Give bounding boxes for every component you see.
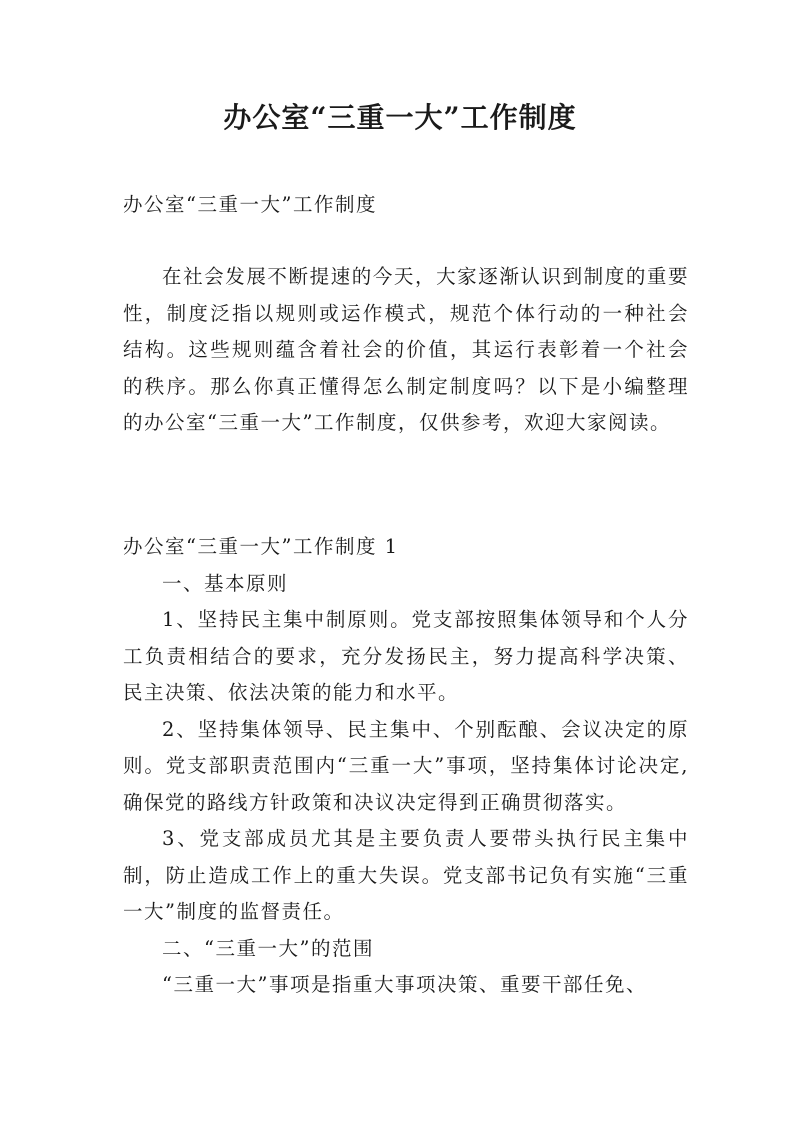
heading-basic-principles: 一、基本原则 [162, 571, 289, 595]
section-title: 办公室“三重一大”工作制度 1 [123, 535, 399, 558]
scope-paragraph: “三重一大”事项是指重大事项决策、重要干部任免、 [162, 973, 647, 996]
principle-3: 3、党支部成员尤其是主要负责人要带头执行民主集中制，防止造成工作上的重大失误。党支部书记负有实施“三重一大”制度的监督责任。 [123, 827, 689, 923]
section-1 [123, 529, 689, 1004]
document-subtitle: 办公室“三重一大”工作制度 [123, 193, 377, 216]
principle-1: 1、坚持民主集中制原则。党支部按照集体领导和个人分工负责相结合的要求，充分发扬民主，努力提高科学决策、民主决策、依法决策的能力和水平。 [123, 608, 689, 704]
intro-paragraph: 在社会发展不断提速的今天，大家逐渐认识到制度的重要性，制度泛指以规则或运作模式，规范个体行动的一种社会结构。这些规则蕴含着社会的价值，其运行表彰着一个社会的秩序。那么你真正懂得怎么制定制度吗？以下是小编整理的办公室“三重一大”工作制度，仅供参考，欢迎大家阅读。 [123, 265, 689, 434]
document-title: 办公室“三重一大”工作制度 [223, 101, 577, 134]
principle-2: 2、坚持集体领导、民主集中、个别酝酿、会议决定的原则。党支部职责范围内“三重一大”事项，坚持集体讨论决定,确保党的路线方针政策和决议决定得到正确贯彻落实。 [123, 717, 689, 814]
heading-scope: 二、“三重一大”的范围 [162, 936, 374, 960]
